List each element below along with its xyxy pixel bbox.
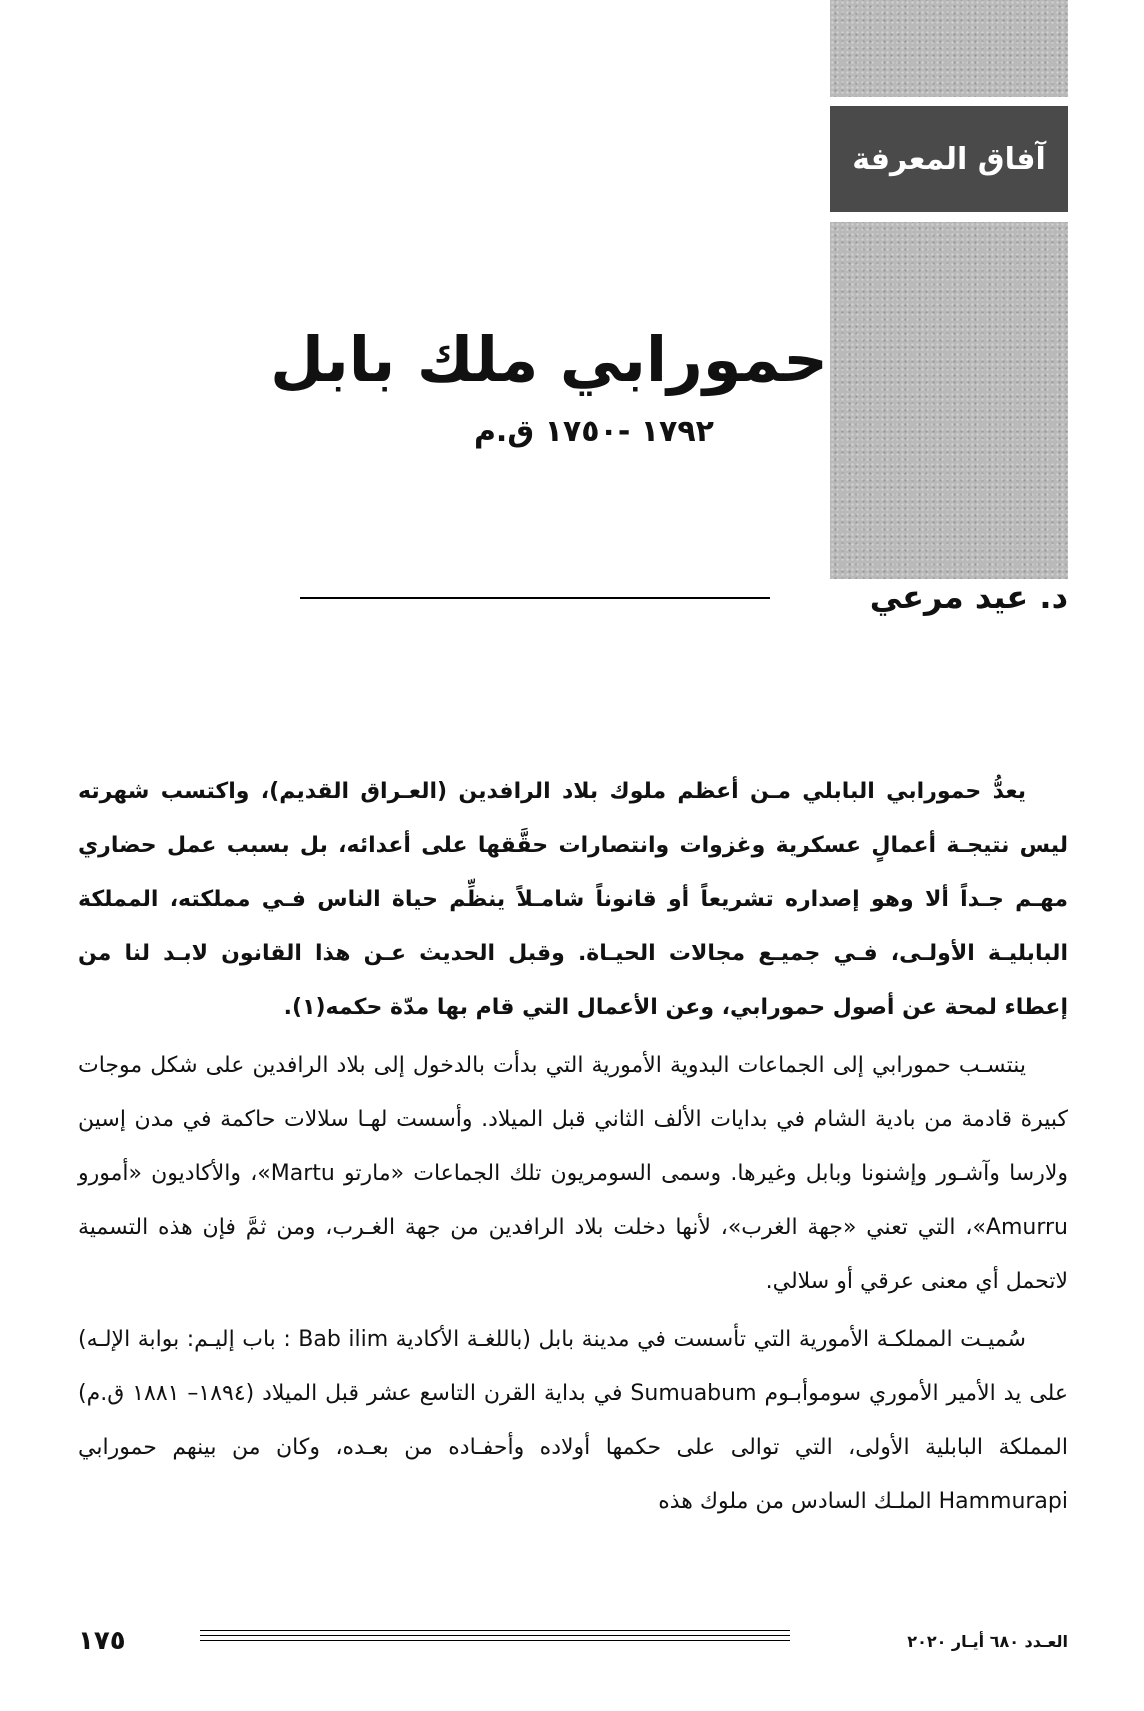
article-body [78, 765, 1068, 1533]
author-name: د. عيد مرعي [869, 578, 1068, 616]
section-label: آفاق المعرفة [830, 106, 1068, 212]
page-number: ١٧٥ [78, 1626, 126, 1656]
article-title: حمورابي ملك بابل [270, 323, 828, 396]
issue-info: العـدد ٦٨٠ أيـار ٢٠٢٠ [907, 1632, 1068, 1651]
paragraph-intro: يعدُّ حمورابي البابلي مـن أعظم ملوك بلاد الرافدين (العـراق القديم)، واكتسب شهرته ليس نتيجـة أعمالٍ عسكرية وغزوات وانتصارات حقَّقها على أعدائه، بل بسبب عمل حضاري مهـم جـداً ألا وهو إصداره تشريعاً أو قانوناً شامـلاً ينظِّم حياة الناس فـي مملكته، المملكة البابليـة الأولـى، فـي جميـع مجالات الحيـاة. وقبل الحديث عـن هذا القانون لابـد لنا من إعطاء لمحة عن أصول حمورابي، وعن الأعمال التي قام بها مدّة حكمه(١). [78, 779, 1068, 1020]
decorative-gray-block-top [830, 0, 1068, 97]
paragraph: ينتسـب حمورابي إلى الجماعات البدوية الأمورية التي بدأت بالدخول إلى بلاد الرافدين على شكل موجات كبيرة قادمة من بادية الشام في بدايات الألف الثاني قبل الميلاد. وأسست لهـا سلالات حاكمة في مدن إسين ولارسا وآشـور وإشنونا وبابل وغيرها. وسمى السومريون تلك الجماعات «مارتو Martu»، والأكاديون «أمورو Amurru»، التي تعني «جهة الغرب»، لأنها دخلت بلاد الرافدين من جهة الغـرب، ومن ثمَّ فإن هذه التسمية لاتحمل أي معنى عرقي أو سلالي. [78, 1053, 1068, 1294]
paragraph: سُميـت المملكـة الأمورية التي تأسست في مدينة بابل (باللغـة الأكادية Bab ilim : باب إليـم: بوابة الإلـه) على يد الأمير الأموري سوموأبـوم Sumuabum في بداية القرن التاسع عشر قبل الميلاد (١٨٩٤– ١٨٨١ ق.م) المملكة البابلية الأولى، التي توالى على حكمها أولاده وأحفـاده من بعـده، وكان من بينهم حمورابي Hammurapi الملـك السادس من ملوك هذه [78, 1327, 1068, 1514]
footer-divider [200, 1630, 790, 1645]
decorative-gray-block-bottom [830, 222, 1068, 579]
article-dates: ١٧٩٢ -١٧٥٠ ق.م [473, 414, 714, 449]
author-divider [300, 597, 770, 599]
